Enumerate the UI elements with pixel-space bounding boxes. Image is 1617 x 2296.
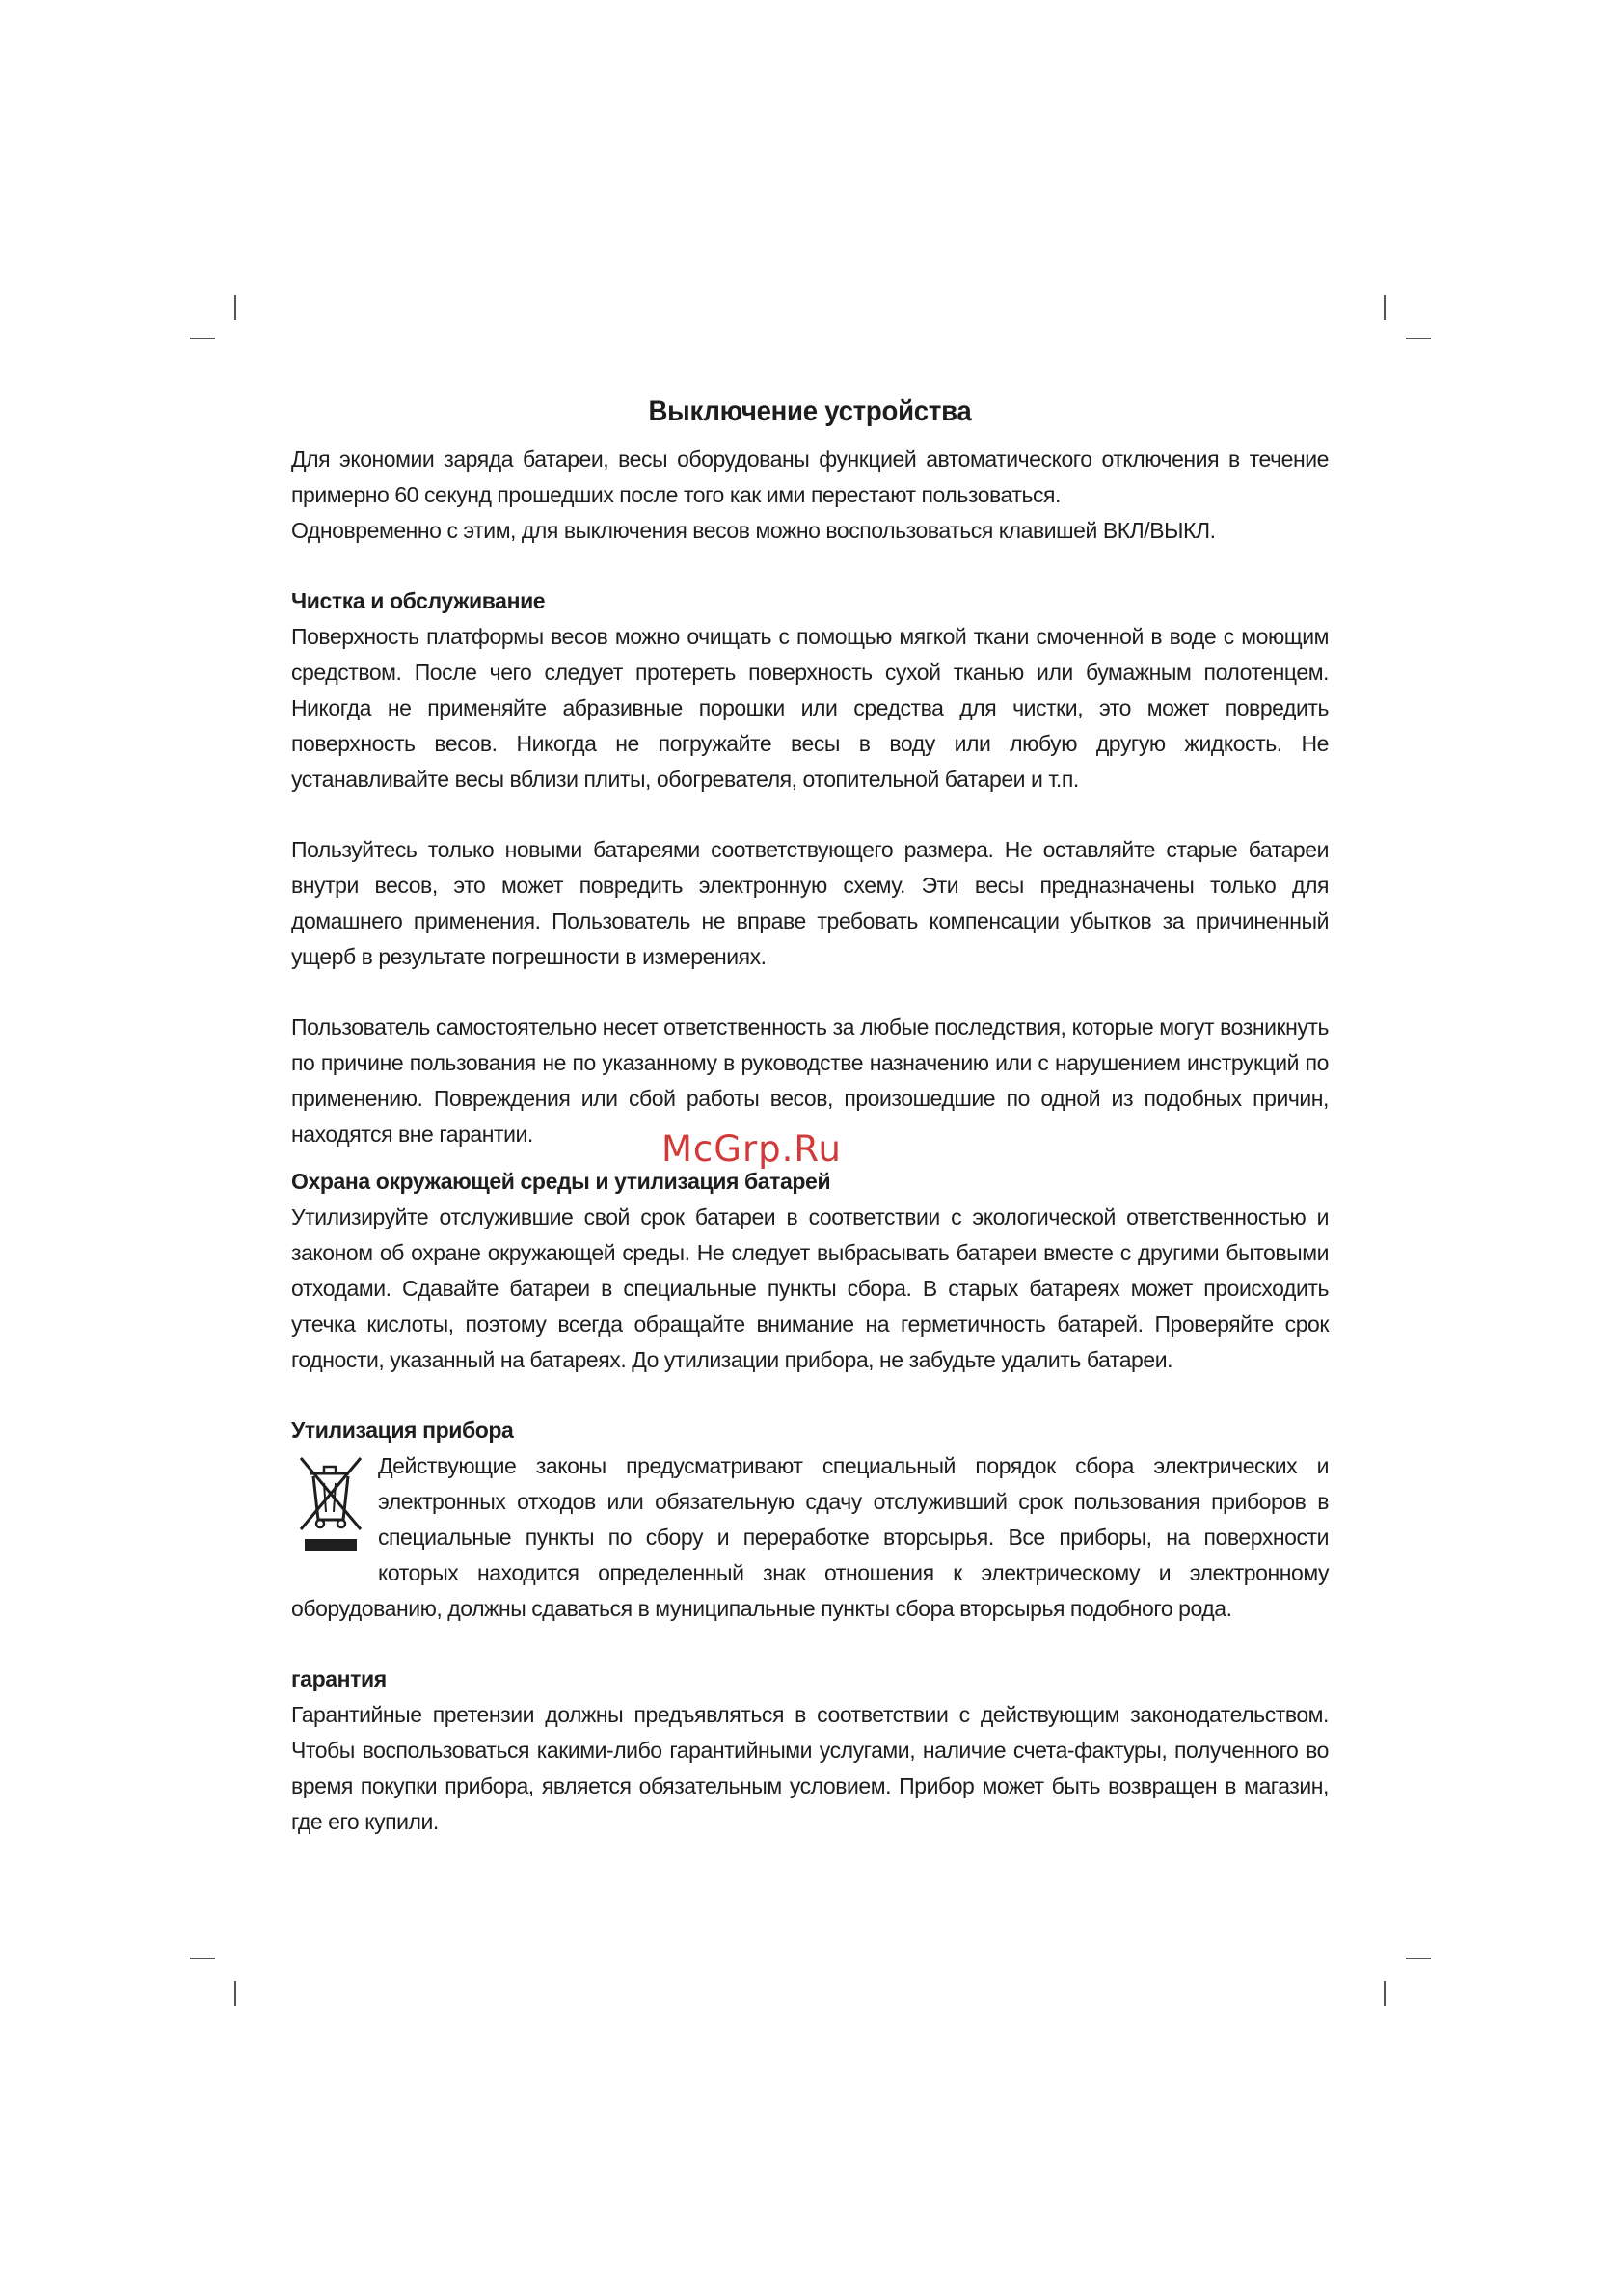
environment-paragraph: Утилизируйте отслужившие свой срок батареи в соответствии с экологической ответственностью и законом об охране окружающей среды. Не следует выбрасывать батареи вместе с другими бытовыми отходами. Сдавайте батареи в специальные пункты сбора. В старых батареях может происходить утечка кислоты, поэтому всегда обращайте внимание на герметичность батарей. Проверяйте срок годности, указанный на батареях. До утилизации прибора, не забудьте удалить батареи. bbox=[291, 1204, 1329, 1372]
intro-section bbox=[291, 442, 1329, 549]
cleaning-paragraph-3: Пользователь самостоятельно несет ответственность за любые последствия, которые могут возникнуть по причине пользования не по указанному в руководстве назначению или с нарушением инструкций по применению. Повреждения или сбой работы весов, произошедшие по одной из подобных причин, находятся вне гарантии. bbox=[291, 1014, 1329, 1147]
disposal-block bbox=[291, 1448, 1329, 1627]
disposal-heading: Утилизация прибора bbox=[291, 1418, 514, 1443]
warranty-heading: гарантия bbox=[291, 1666, 387, 1691]
environment-section bbox=[291, 1164, 1329, 1378]
cleaning-paragraph-2: Пользуйтесь только новыми батареями соответствующего размера. Не оставляйте старые батареи внутри весов, это может повредить электронную схему. Эти весы предназначены только для домашнего применения. Пользователь не вправе требовать компенсации убытков за причиненный ущерб в результате погрешности в измерениях. bbox=[291, 837, 1329, 969]
document-body bbox=[291, 395, 1329, 1840]
disposal-paragraph: Действующие законы предусматривают специальный порядок сбора электрических и электронных отходов или обязательную сдачу отслуживший срок пользования приборов в специальные пункты по сбору и переработке вторсырья. Все приборы, на поверхности которых находится определенный знак отношения к электрическому и электронному оборудованию, должны сдаваться в муниципальные пункты сбора вторсырья подобного рода. bbox=[291, 1453, 1329, 1621]
disposal-section bbox=[291, 1413, 1329, 1627]
crossed-out-wheelie-bin-icon bbox=[291, 1450, 368, 1556]
crop-mark-bottom-right-vertical bbox=[1384, 1981, 1386, 2006]
cleaning-paragraph-1: Поверхность платформы весов можно очищать с помощью мягкой ткани смоченной в воде с моющим средством. После чего следует протереть поверхность сухой тканью или бумажным полотенцем. Никогда не применяйте абразивные порошки или средства для чистки, это может повредить поверхность весов. Никогда не погружайте весы в воду или любую другую жидкость. Не устанавливайте весы вблизи плиты, обогревателя, отопительной батареи и т.п. bbox=[291, 624, 1329, 792]
crop-mark-bottom-right-horizontal bbox=[1406, 1958, 1431, 1959]
cleaning-heading: Чистка и обслуживание bbox=[291, 588, 546, 613]
crop-mark-bottom-left-vertical bbox=[234, 1981, 236, 2006]
crop-mark-top-right-horizontal bbox=[1406, 338, 1431, 339]
environment-heading: Охрана окружающей среды и утилизация батарей bbox=[291, 1169, 831, 1194]
warranty-section bbox=[291, 1661, 1329, 1840]
warranty-paragraph: Гарантийные претензии должны предъявляться в соответствии с действующим законодательством. Чтобы воспользоваться какими-либо гарантийными услугами, наличие счета-фактуры, полученного во время покупки прибора, является обязательным условием. Прибор может быть возвращен в магазин, где его купили. bbox=[291, 1702, 1329, 1834]
crop-mark-bottom-left-horizontal bbox=[190, 1958, 215, 1959]
cleaning-section bbox=[291, 583, 1329, 1152]
intro-paragraph-1: Для экономии заряда батареи, весы оборудованы функцией автоматического отключения в течение примерно 60 секунд прошедших после того как ими перестают пользоваться. bbox=[291, 446, 1329, 507]
watermark-text: McGrp.Ru bbox=[661, 1128, 842, 1170]
crop-mark-top-left-horizontal bbox=[190, 338, 215, 339]
page-title: Выключение устройства bbox=[648, 395, 972, 427]
crop-mark-top-left-vertical bbox=[234, 295, 236, 320]
intro-paragraph-2: Одновременно с этим, для выключения весов можно воспользоваться клавишей ВКЛ/ВЫКЛ. bbox=[291, 518, 1216, 543]
crop-mark-top-right-vertical bbox=[1384, 295, 1386, 320]
